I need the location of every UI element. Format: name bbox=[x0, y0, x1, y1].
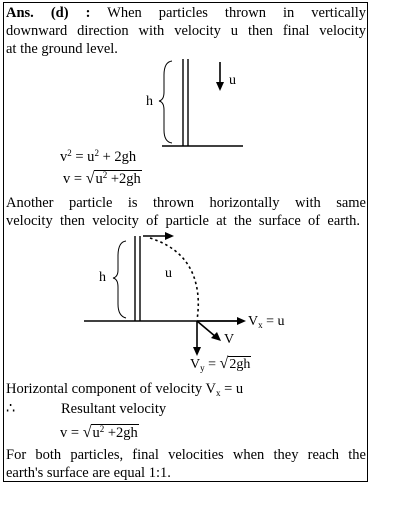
eq2-u: u bbox=[95, 171, 103, 187]
eq3-radicand bbox=[91, 424, 138, 442]
eq2-tail: +2gh bbox=[107, 171, 141, 187]
horizontal-component-subscript: x bbox=[215, 388, 221, 398]
eq1-u-exponent: 2 bbox=[94, 148, 99, 158]
height-brace-2 bbox=[113, 241, 126, 318]
eq2-lhs: v = bbox=[63, 171, 86, 187]
answer-label: Ans. bbox=[6, 5, 34, 21]
eq2-u-exponent: 2 bbox=[102, 170, 108, 180]
vx-label bbox=[248, 314, 285, 330]
fig2-velocity-label: u bbox=[165, 266, 172, 281]
para2-line-1: Another particle is thrown horizontally with same bbox=[6, 195, 366, 211]
fig1-velocity-label: u bbox=[229, 73, 236, 88]
sqrt-sign-2: √ bbox=[82, 424, 92, 441]
resultant-velocity-text: Resultant velocity bbox=[61, 401, 167, 417]
answer-line-1-text: When particles thrown in vertically bbox=[107, 5, 367, 21]
eq3-u-exponent: 2 bbox=[99, 424, 105, 434]
horizontal-component-text: Horizontal component of velocity V bbox=[6, 381, 216, 397]
sqrt-sign-1: √ bbox=[85, 170, 95, 187]
eq1-v: v bbox=[60, 149, 68, 165]
conclusion-line-2: earth's surface are equal 1:1. bbox=[6, 465, 171, 481]
trajectory-path bbox=[150, 238, 198, 320]
vx-subscript: x bbox=[258, 320, 263, 330]
answer-line-2: downward direction with velocity u then final velocity bbox=[6, 23, 366, 39]
vy-subscript: y bbox=[200, 363, 205, 373]
eq3-u: u bbox=[92, 425, 100, 441]
answer-colon: : bbox=[85, 5, 91, 21]
conclusion-line-1: For both particles, final velocities when they reach the bbox=[6, 447, 366, 463]
eq3-lhs: v = bbox=[60, 425, 83, 441]
vx-arrowhead bbox=[237, 317, 246, 325]
vx-symbol: V bbox=[248, 314, 259, 329]
eq1-tail: + 2gh bbox=[98, 149, 137, 165]
launch-arrowhead bbox=[165, 232, 174, 240]
answer-option: (d) bbox=[50, 5, 69, 21]
vy-symbol: V bbox=[190, 357, 201, 372]
fig1-height-label: h bbox=[146, 94, 153, 109]
eq1-v-exponent: 2 bbox=[67, 148, 72, 158]
resultant-arrow bbox=[197, 321, 216, 337]
fig2-height-label: h bbox=[99, 270, 106, 285]
therefore-symbol: ∴ bbox=[6, 401, 16, 417]
para2-line-2: velocity then velocity of particle at the surface of earth. bbox=[6, 213, 360, 229]
eq1-u: = u bbox=[71, 149, 95, 165]
horizontal-component-line bbox=[6, 380, 243, 399]
answer-line-3: at the ground level. bbox=[6, 41, 118, 57]
horizontal-component-value: = u bbox=[220, 381, 244, 397]
vx-value: = u bbox=[262, 314, 285, 329]
sqrt-sign-vy: √ bbox=[219, 355, 229, 372]
vy-arrowhead bbox=[193, 347, 201, 356]
eq3-tail: +2gh bbox=[104, 425, 138, 441]
equation-v-root-2 bbox=[60, 424, 139, 442]
vy-equals: = bbox=[204, 357, 220, 372]
vy-radicand: 2gh bbox=[229, 357, 251, 372]
resultant-label: V bbox=[224, 332, 235, 347]
vy-label bbox=[190, 356, 251, 373]
